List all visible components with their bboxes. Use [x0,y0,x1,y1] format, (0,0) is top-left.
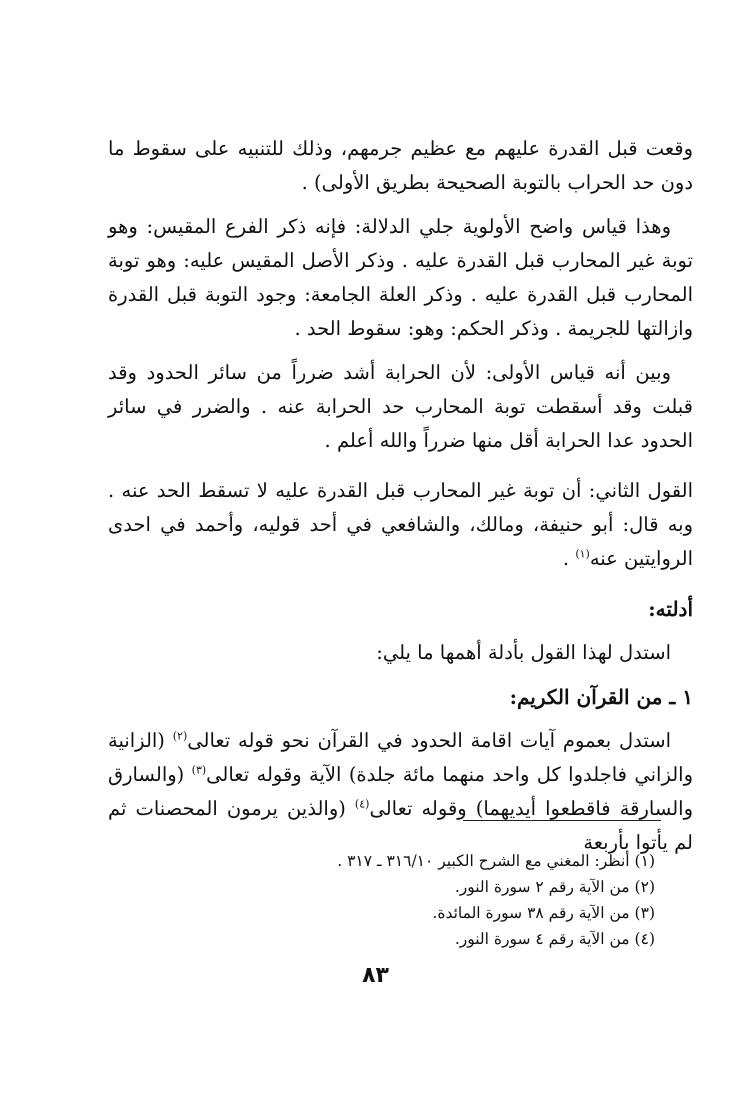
footnote-number: (١) [634,852,655,870]
second-opinion-paragraph [108,474,693,576]
paragraph-analogy: وهذا قياس واضح الأولوية جلي الدلالة: فإنه ذكر الفرع المقيس: وهو توبة غير المحارب قبل القدرة عليه . وذكر الأصل المقيس عليه: وهو توبة المحارب قبل القدرة عليه . وذكر العلة الجامعة: وجود التوبة قبل القدرة وازالتها للجريمة . وذكر الحكم: وهو: سقوط الحد . [108,215,693,340]
paragraph-priority: وبين أنه قياس الأولى: لأن الحرابة أشد ضرراً من سائر الحدود وقد قبلت وقد أسقطت توبة المحارب حد الحرابة عنه . والضرر في سائر الحدود عدا الحرابة أقل منها ضرراً والله أعلم . [108,361,693,452]
footnote-ref-2: (٢) [172,729,188,743]
second-opinion-text: القول الثاني: أن توبة غير المحارب قبل القدرة عليه لا تسقط الحد عنه . وبه قال: أبو حنيفة، ومالك، والشافعي في أحد قوليه، وأحمد في احدى الروايتين عنه [108,479,693,570]
footnote-item [115,848,655,874]
footnote-divider [463,820,661,821]
footnote-number: (٤) [634,930,655,948]
footnote-number: (٢) [634,878,655,896]
footnote-text: أنظر: المغني مع الشرح الكبير ٣١٦/١٠ ـ ٣١٧ . [337,852,630,870]
page-number: ٨٣ [362,963,389,988]
paragraph-continuation: وقعت قبل القدرة عليهم مع عظيم جرمهم، وذلك للتنبيه على سقوط ما دون حد الحراب بالتوبة الصحيحة بطريق الأولى) . [108,137,693,194]
footnote-ref-4: (٤) [354,797,370,811]
footnote-item [115,874,655,900]
quran-text-2: (الزانية والزاني فاجلدوا كل واحد منهما مائة جلدة) الآية وقوله تعالى [108,729,693,786]
footnote-text: من الآية رقم ٣٨ سورة المائدة. [432,904,630,922]
footnote-item [115,900,655,926]
footnote-ref-3: (٣) [191,763,207,777]
quran-text-1: استدل بعموم آيات اقامة الحدود في القرآن نحو قوله تعالى [187,729,672,752]
footnote-ref-1: (١) [575,547,590,561]
footnote-item [115,926,655,952]
main-text [108,132,693,860]
footnote-text: من الآية رقم ٤ سورة النور. [454,930,630,948]
quran-paragraph [108,724,693,860]
footnote-text: من الآية رقم ٢ سورة النور. [454,878,630,896]
evidence-intro: استدل لهذا القول بأدلة أهمها ما يلي: [376,641,671,664]
footnote-number: (٣) [634,904,655,922]
quran-text-3: (والسارق والسارقة فاقطعوا أيديهما) وقوله تعالى [108,763,693,820]
quran-text-4: (والذين يرمون المحصنات ثم لم يأتوا بأربعة [108,797,693,854]
footnotes [115,848,655,952]
evidence-heading: أدلته: [648,597,693,621]
section-heading-quran: ١ ـ من القرآن الكريم: [509,685,693,709]
second-opinion-tail: . [562,547,576,570]
